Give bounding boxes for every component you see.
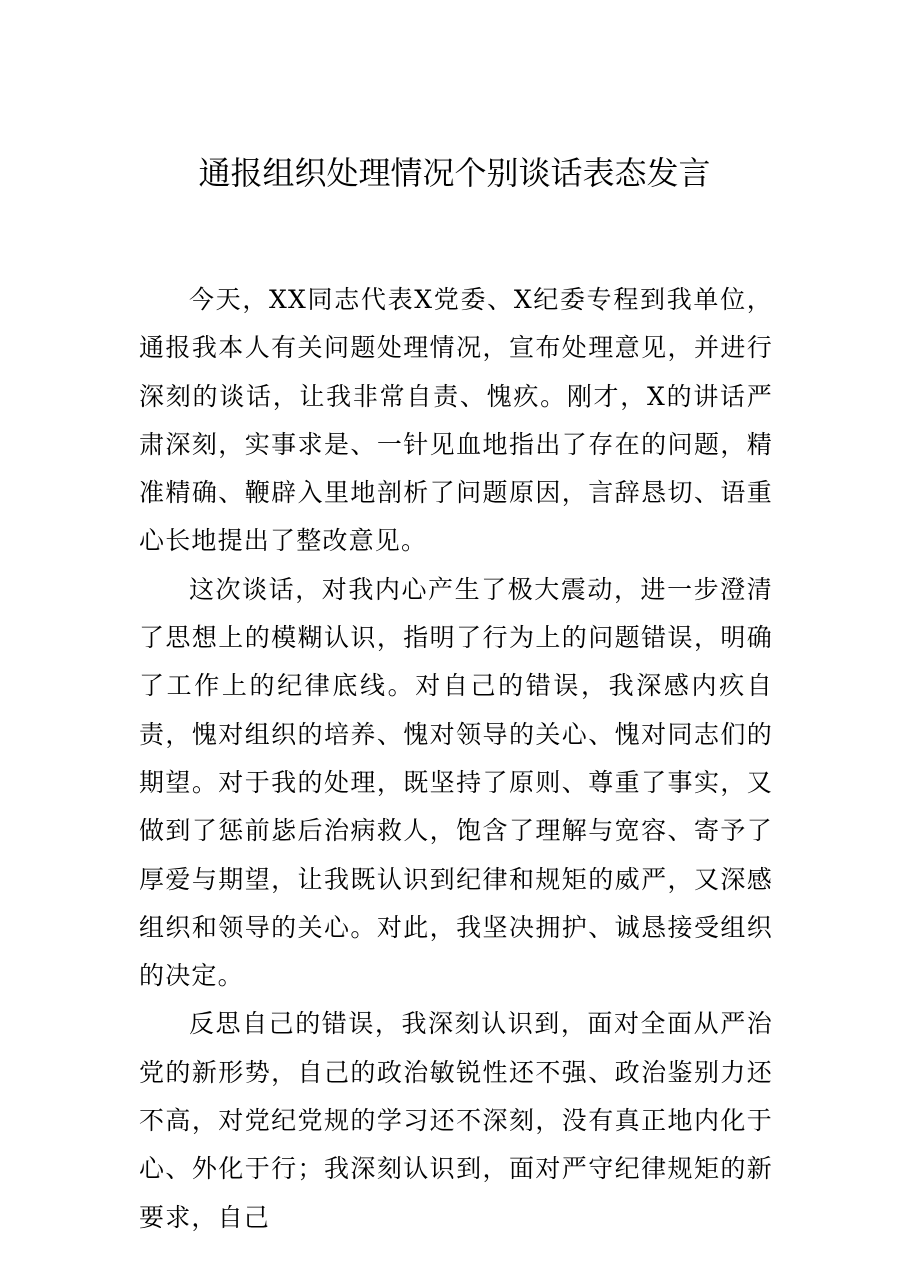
paragraph: 这次谈话，对我内心产生了极大震动，进一步澄清了思想上的模糊认识，指明了行为上的问题错误，明确了工作上的纪律底线。对自己的错误，我深感内疚自责，愧对组织的培养、愧对领导的关心、愧对同志们的期望。对于我的处理，既坚持了原则、尊重了事实，又做到了惩前毖后治病救人，饱含了理解与宽容、寄予了厚爱与期望，让我既认识到纪律和规矩的威严，又深感组织和领导的关心。对此，我坚决拥护、诚恳接受组织的决定。	[139, 574, 773, 991]
paragraph: 今天，XX同志代表X党委、X纪委专程到我单位，通报我本人有关问题处理情况，宣布处理意见，并进行深刻的谈话，让我非常自责、愧疚。刚才，X的讲话严肃深刻，实事求是、一针见血地指出了存在的问题，精准精确、鞭辟入里地剖析了问题原因，言辞恳切、语重心长地提出了整改意见。	[139, 285, 773, 556]
document-body	[139, 276, 773, 1242]
document-title: 通报组织处理情况个别谈话表态发言	[198, 154, 711, 192]
paragraph: 反思自己的错误，我深刻认识到，面对全面从严治党的新形势，自己的政治敏锐性还不强、政治鉴别力还不高，对党纪党规的学习还不深刻，没有真正地内化于心、外化于行；我深刻认识到，面对严守纪律规矩的新要求，自己	[139, 1009, 773, 1232]
